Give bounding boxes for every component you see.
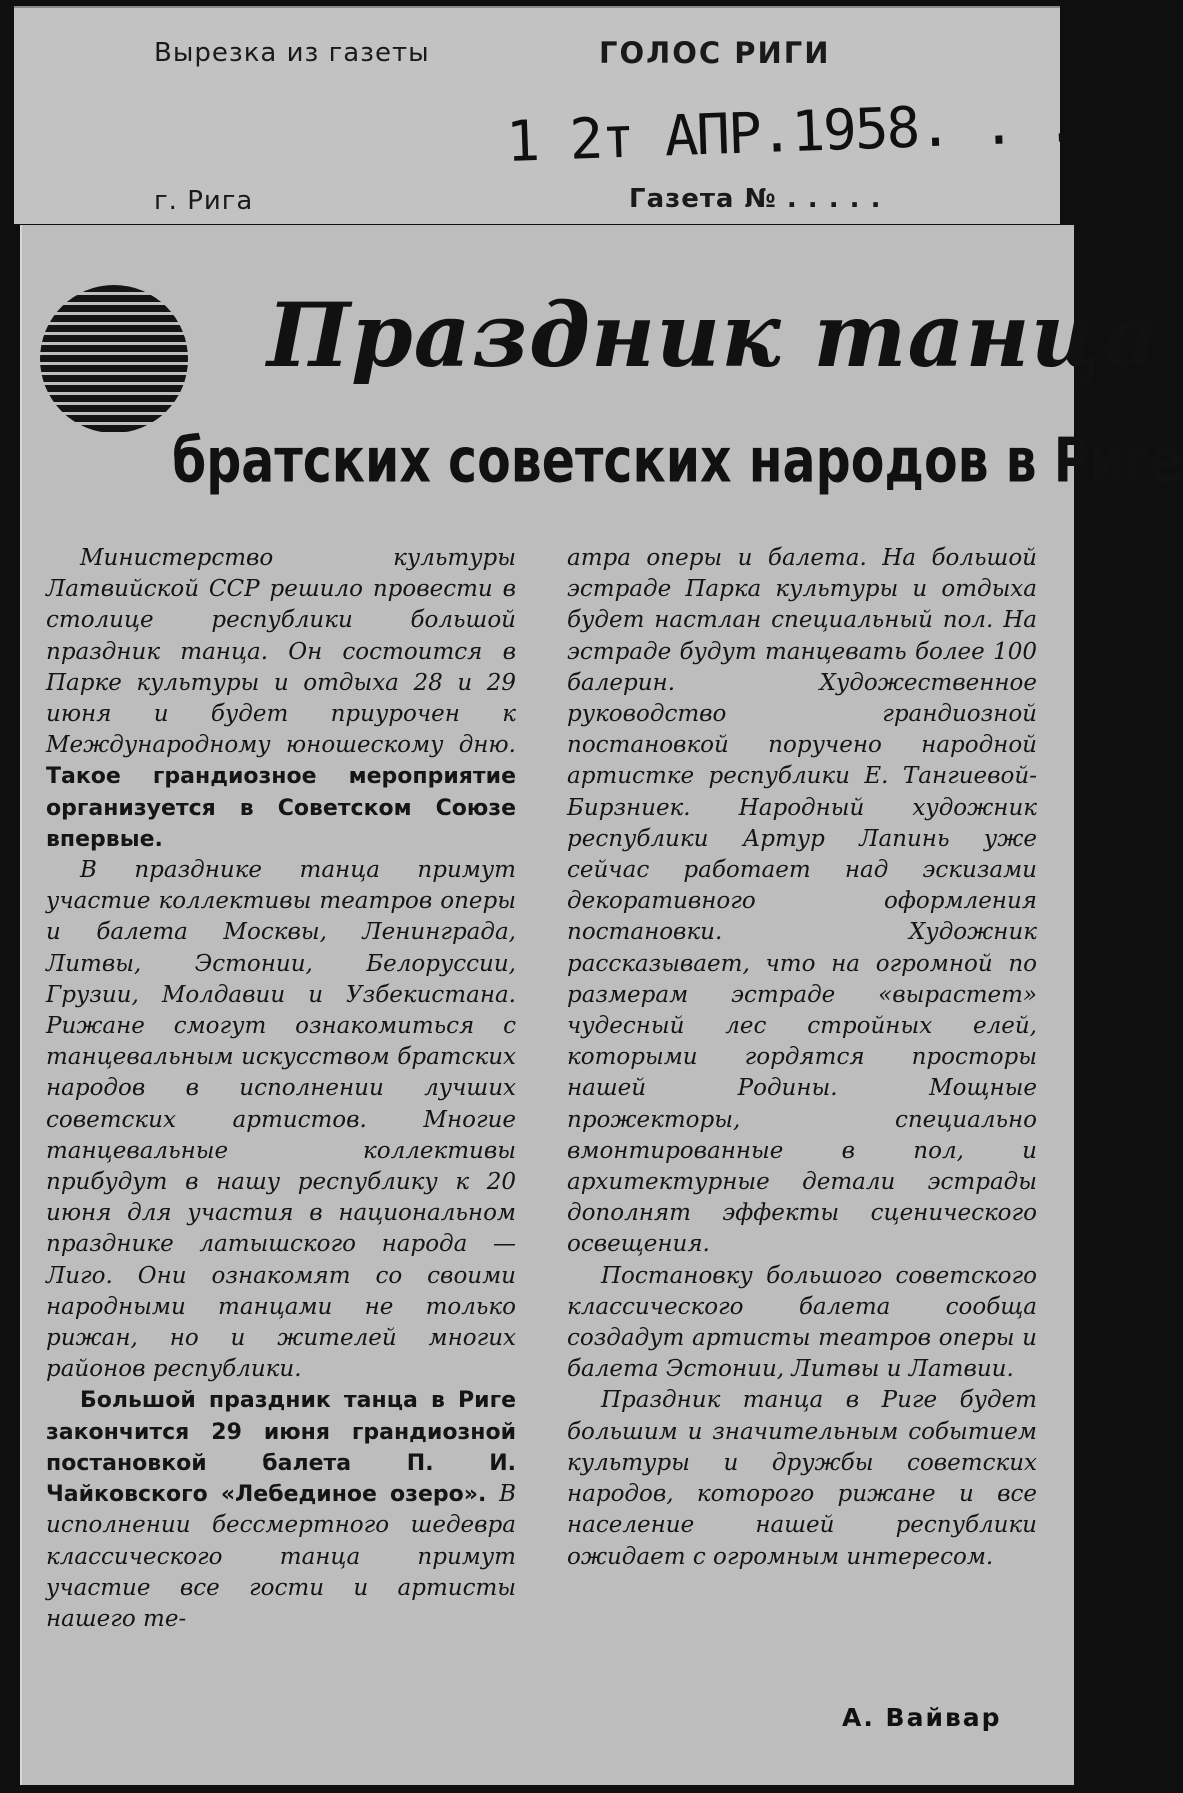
newspaper-name: ГОЛОС РИГИ: [599, 36, 831, 70]
article-subtitle: братских советских народов в Риге: [172, 425, 1183, 497]
torn-footer-text: [132, 1753, 992, 1783]
paragraph: Постановку большого советского классического балета сообща создадут артисты театров оперы и балета Эстонии, Литвы и Латвии.: [567, 1262, 1037, 1383]
paragraph: Праздник танца в Риге будет большим и значительным событием культуры и дружбы советских народов, которого рижане и все население нашей республики ожидает с огромным интересом.: [567, 1387, 1037, 1570]
paragraph: [46, 543, 516, 855]
paragraph-bold: Такое грандиозное мероприятие организуется в Советском Союзе впервые.: [46, 764, 516, 852]
clipping-card: [14, 6, 1078, 224]
date-stamp: 1 2т АПР.1958. . .: [505, 90, 1078, 175]
article-author: А. Вайвар: [842, 1703, 1002, 1732]
paragraph: атра оперы и балета. На большой эстраде Парка культуры и отдыха будет настлан специальный пол. На эстраде будут танцевать более 100 балерин. Художественное руководство грандиозной постановкой поручено народной артистке республики Е. Тангиевой-Бирзниек. Народный художник республики Артур Лапинь уже сейчас работает над эскизами декоративного оформления постановки. Художник рассказывает, что на огромной по размерам эстраде «вырастет» чудесный лес стройных елей, которыми гордятся просторы нашей Родины. Мощные прожекторы, специально вмонтированные в пол, и архитектурные детали эстрады дополнят эффекты сценического освещения.: [567, 545, 1037, 1258]
article-title: Праздник танца: [267, 283, 1161, 387]
paragraph-text: Министерство культуры Латвийской ССР решило провести в столице республики большой праздник танца. Он состоится в Парке культуры и отдыха 28 и 29 июня и будет приурочен к Международному юношескому дню.: [46, 545, 516, 759]
article-column-left: [46, 543, 516, 1635]
issue-number-label: Газета № . . . . .: [629, 184, 882, 214]
city-label: г. Рига: [154, 186, 254, 216]
newspaper-clipping: [20, 225, 1183, 1785]
paragraph: В празднике танца примут участие коллективы театров оперы и балета Москвы, Ленинграда, Литвы, Эстонии, Белоруссии, Грузии, Молдавии и Узбекистана. Рижане смогут ознакомиться с танцевальным искусством братских народов в исполнении лучших советских артистов. Многие танцевальные коллективы прибудут в нашу республику к 20 июня для участия в национальном празднике латышского народа — Лиго. Они ознакомят со своими народными танцами не только рижан, но и жителей многих районов республики.: [46, 857, 516, 1383]
article-column-right: [567, 543, 1037, 1573]
paragraph-text: В исполнении бессмертного шедевра классического танца примут участие все гости и артисты нашего те-: [46, 1481, 516, 1632]
striped-circle-logo: [40, 285, 188, 433]
clipping-label: Вырезка из газеты: [154, 38, 430, 68]
paragraph-bold: Большой праздник танца в Риге закончится 29 июня грандиозной постановкой балета П. И. Чайковского «Лебединое озеро».: [46, 1388, 516, 1508]
paragraph: [46, 1385, 516, 1635]
